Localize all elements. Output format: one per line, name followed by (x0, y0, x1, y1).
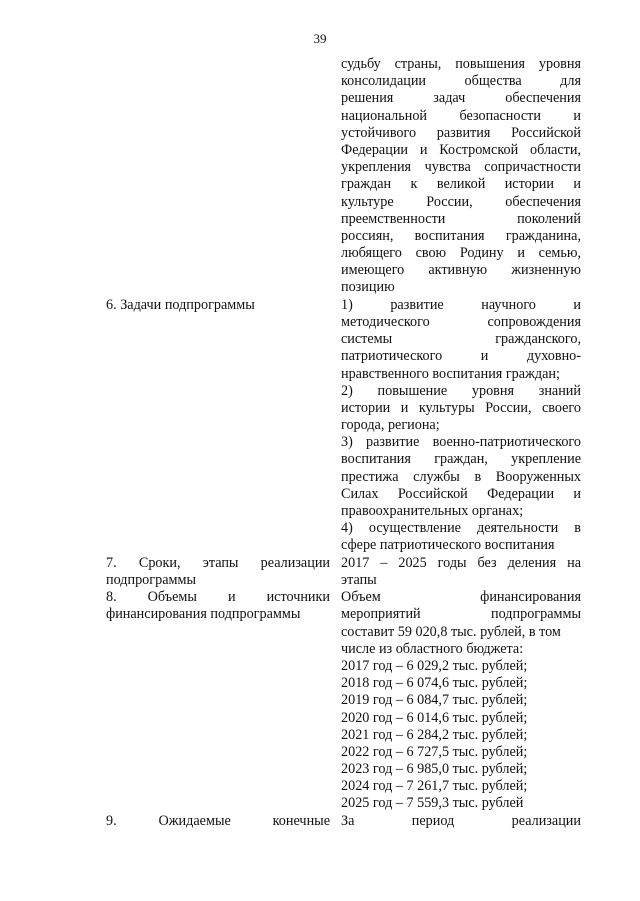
value-line: 2025 год – 7 559,3 тыс. рублей (341, 795, 524, 812)
label-line: 6. Задачи подпрограммы (106, 296, 255, 313)
value-line: воспитания граждан, укрепление (341, 451, 581, 468)
value-line: 2023 год – 6 985,0 тыс. рублей; (341, 761, 528, 778)
page-number: 39 (313, 31, 327, 46)
value-line: имеющего активную жизненную (341, 262, 581, 279)
row-label (106, 555, 330, 589)
value-line: мероприятий подпрограммы (341, 606, 581, 623)
row-value (341, 555, 581, 589)
value-line: 1) развитие научного и (341, 296, 581, 313)
label-line: 9. Ожидаемые конечные (106, 812, 330, 829)
value-line: этапы (341, 571, 377, 588)
value-line: россиян, воспитания гражданина, (341, 227, 581, 244)
value-line: 4) осуществление деятельности в (341, 520, 581, 537)
value-line: 2022 год – 6 727,5 тыс. рублей; (341, 743, 528, 760)
value-line: 3) развитие военно-патриотического (341, 434, 581, 451)
value-line: 2019 год – 6 084,7 тыс. рублей; (341, 692, 528, 709)
value-line: составит 59 020,8 тыс. рублей, в том (341, 623, 561, 640)
value-line: судьбу страны, повышения уровня (341, 56, 581, 72)
value-line: правоохранительных органах; (341, 503, 524, 520)
value-line: граждан к великой истории и (341, 176, 581, 193)
value-line: 2017 – 2025 годы без деления на (341, 554, 581, 571)
value-line: любящего свою Родину и семью, (341, 245, 581, 262)
value-line: нравственного воспитания граждан; (341, 365, 560, 382)
value-line: позицию (341, 279, 395, 296)
label-line: 8. Объемы и источники (106, 589, 330, 606)
row-value (341, 813, 581, 830)
value-line: За период реализации (341, 812, 581, 829)
value-line: истории и культуры России, своего (341, 399, 581, 416)
value-line: устойчивого развития Российской (341, 124, 581, 141)
value-line: консолидации общества для (341, 73, 581, 90)
value-line: системы гражданского, (341, 331, 581, 348)
value-line: укрепления чувства сопричастности (341, 159, 581, 176)
value-line: Объем финансирования (341, 589, 581, 606)
value-line: патриотического и духовно- (341, 348, 581, 365)
value-line: национальной безопасности и (341, 107, 581, 124)
value-line: сфере патриотического воспитания (341, 537, 555, 554)
value-line: престижа службы в Вооруженных (341, 468, 581, 485)
value-line: решения задач обеспечения (341, 90, 581, 107)
label-line: 7. Сроки, этапы реализации (106, 554, 330, 571)
row-label (106, 813, 330, 830)
row-value (341, 589, 581, 812)
value-line: 2018 год – 6 074,6 тыс. рублей; (341, 675, 528, 692)
label-line: финансирования подпрограммы (106, 606, 301, 623)
value-line: Федерации и Костромской области, (341, 141, 581, 158)
value-line: числе из областного бюджета: (341, 640, 524, 657)
value-line: культуре России, обеспечения (341, 193, 581, 210)
value-line: 2017 год – 6 029,2 тыс. рублей; (341, 657, 528, 674)
label-line: подпрограммы (106, 571, 196, 588)
row-value (341, 56, 581, 297)
value-line: 2) повышение уровня знаний (341, 382, 581, 399)
value-line: 2020 год – 6 014,6 тыс. рублей; (341, 709, 528, 726)
value-line: методического сопровождения (341, 313, 581, 330)
value-line: Силах Российской Федерации и (341, 485, 581, 502)
value-line: 2021 год – 6 284,2 тыс. рублей; (341, 726, 528, 743)
row-label (106, 297, 330, 314)
value-line: 2024 год – 7 261,7 тыс. рублей; (341, 778, 528, 795)
value-line: города, региона; (341, 417, 440, 434)
row-value (341, 297, 581, 555)
value-line: преемственности поколений (341, 210, 581, 227)
row-label (106, 589, 330, 623)
